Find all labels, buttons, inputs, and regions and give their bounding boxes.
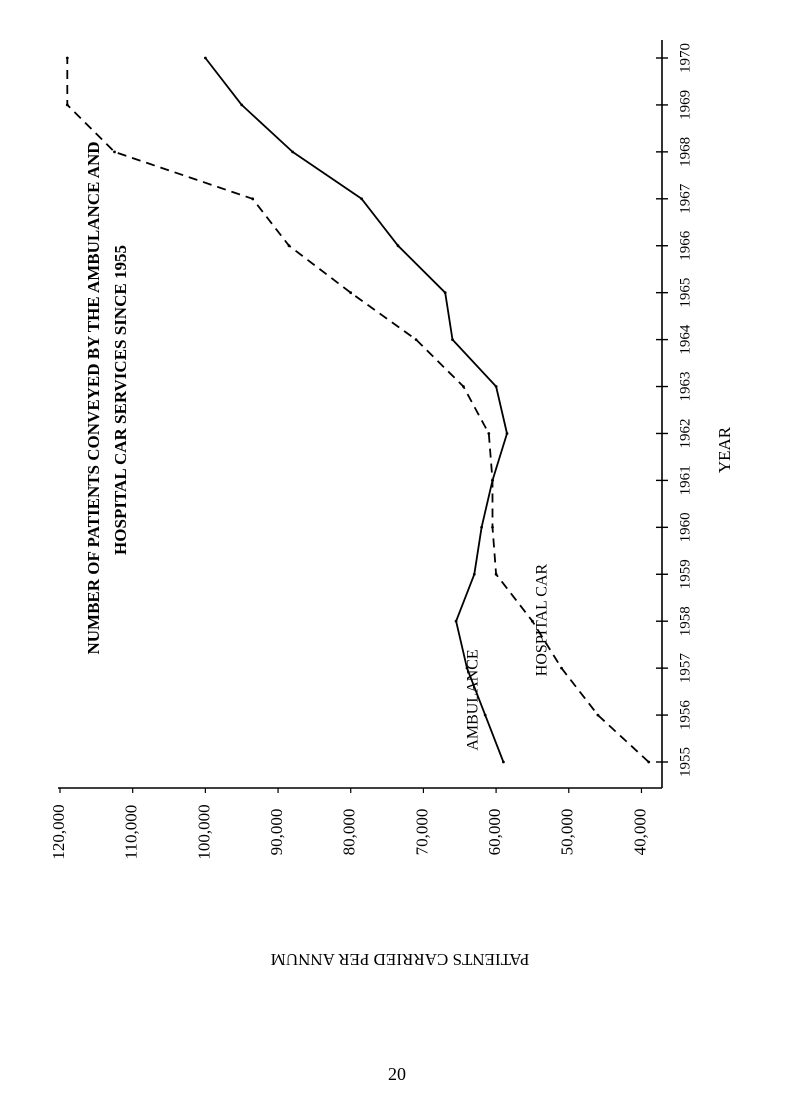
year-tick-label: 1960 (677, 512, 694, 543)
data-point (506, 432, 509, 435)
data-point (560, 667, 563, 670)
data-point (491, 479, 494, 482)
data-point (597, 714, 600, 717)
value-tick-label: 50,000 (557, 808, 577, 856)
data-point (288, 244, 291, 247)
year-tick-label: 1959 (677, 559, 694, 590)
data-point (484, 714, 487, 717)
data-point (66, 57, 69, 60)
value-tick-label: 70,000 (412, 808, 432, 856)
year-tick-label: 1958 (677, 606, 694, 637)
year-tick-label: 1965 (677, 277, 694, 308)
year-tick-label: 1963 (677, 371, 694, 402)
data-point (360, 197, 363, 200)
year-tick-label: 1955 (677, 747, 694, 777)
year-tick-label: 1969 (677, 89, 694, 120)
series-line-hospital-car (67, 58, 648, 762)
data-point (491, 526, 494, 529)
value-tick-label: 90,000 (266, 808, 286, 856)
data-point (462, 385, 465, 388)
data-point (240, 104, 243, 107)
chart-title-line1: NUMBER OF PATIENTS CONVEYED BY THE AMBULANCE AND (83, 141, 103, 655)
value-tick-label: 40,000 (630, 808, 650, 856)
value-tick-label: 80,000 (339, 808, 359, 856)
data-point (487, 432, 490, 435)
data-point (113, 151, 116, 154)
data-point (495, 573, 498, 576)
data-point (397, 244, 400, 247)
year-tick-label: 1962 (677, 418, 694, 449)
year-tick-label: 1956 (677, 700, 694, 731)
series-label-ambulance: AMBULANCE (464, 649, 482, 751)
data-point (480, 526, 483, 529)
chart-title-line2: HOSPITAL CAR SERVICES SINCE 1955 (110, 245, 130, 555)
data-point (647, 761, 650, 764)
year-tick-label: 1966 (677, 230, 694, 261)
year-tick-label: 1961 (677, 465, 694, 496)
year-tick-label: 1968 (677, 136, 694, 167)
data-point (349, 291, 352, 294)
year-tick-label: 1967 (677, 183, 694, 214)
series-line-ambulance (205, 58, 507, 762)
year-tick-label: 1970 (677, 43, 694, 73)
data-point (204, 57, 207, 60)
year-tick-label: 1957 (677, 653, 694, 684)
data-point (251, 197, 254, 200)
value-tick-label: 110,000 (121, 804, 141, 860)
data-point (451, 338, 454, 341)
year-tick-label: 1964 (677, 324, 694, 355)
value-tick-label: 100,000 (194, 804, 214, 860)
value-tick-label: 60,000 (485, 808, 505, 856)
value-tick-label: 120,000 (48, 804, 68, 860)
data-point (291, 151, 294, 154)
data-point (66, 104, 69, 107)
page-number: 20 (388, 1064, 406, 1084)
y-axis-title: PATIENTS CARRIED PER ANNUM (270, 950, 530, 970)
data-point (502, 761, 505, 764)
x-axis-title: YEAR (714, 426, 734, 474)
data-point (444, 291, 447, 294)
series-label-hospital-car: HOSPITAL CAR (533, 563, 551, 677)
data-point (495, 385, 498, 388)
data-point (455, 620, 458, 623)
data-point (415, 338, 418, 341)
data-point (473, 573, 476, 576)
